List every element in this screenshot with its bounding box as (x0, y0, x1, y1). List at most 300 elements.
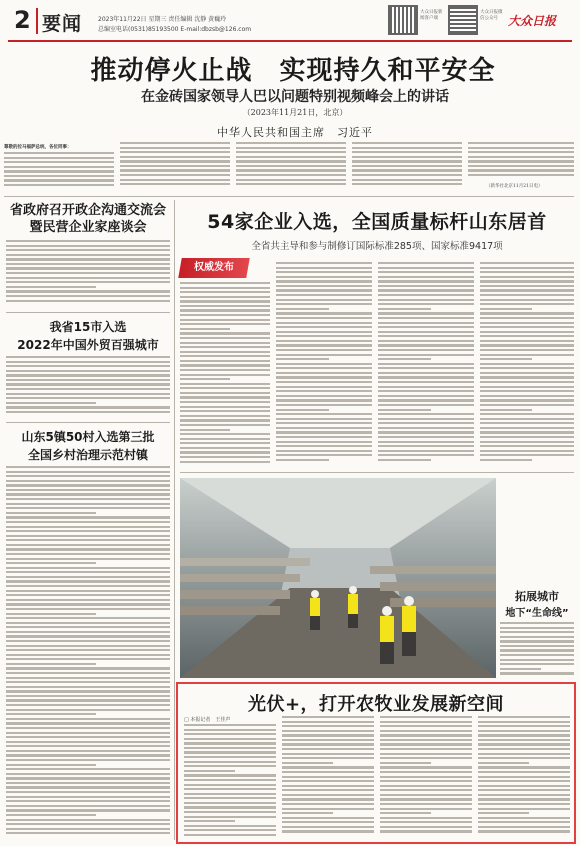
text-line (276, 289, 372, 291)
text-line (282, 808, 374, 810)
text-line (6, 361, 170, 363)
text-line (378, 262, 474, 264)
text-line (480, 331, 574, 333)
text-line (180, 309, 270, 311)
text-line (352, 160, 462, 162)
text-line (6, 286, 96, 288)
text-line (236, 160, 346, 162)
text-line (276, 276, 372, 278)
text-line (276, 299, 372, 301)
text-line (378, 312, 474, 314)
left-headline-3b: 全国乡村治理示范村镇 (27, 448, 148, 462)
text-line (276, 363, 372, 365)
text-line (480, 317, 574, 319)
text-line (378, 285, 474, 287)
text-line (276, 445, 372, 447)
text-line (468, 174, 574, 176)
text-line (480, 404, 574, 406)
text-line (380, 748, 472, 750)
article-body (378, 262, 474, 468)
text-line (378, 317, 474, 319)
text-line (276, 358, 329, 360)
text-line (282, 794, 374, 796)
text-line (500, 636, 574, 638)
text-line (378, 404, 474, 406)
text-line (478, 753, 570, 755)
text-line (478, 771, 570, 773)
text-line (6, 645, 170, 647)
text-line (236, 169, 346, 171)
article-body (180, 282, 270, 468)
text-line (276, 386, 372, 388)
text-line (6, 411, 170, 413)
left-headline-2b: 2022年中国外贸百强城市 (17, 338, 159, 352)
divider-vertical (36, 8, 38, 34)
text-line (378, 386, 474, 388)
text-line (380, 817, 472, 819)
text-line (380, 762, 431, 764)
text-line (184, 834, 276, 836)
text-line (6, 727, 170, 729)
text-line (6, 558, 170, 560)
phone-line: 总编室电话(0531)85193500 E-mail:dbzsb@126.com (98, 26, 252, 33)
text-line (378, 340, 474, 342)
text-line (478, 734, 570, 736)
text-line (180, 351, 270, 353)
text-line (6, 635, 170, 637)
text-line (480, 390, 574, 392)
text-line (478, 812, 529, 814)
qr-code-icon (388, 5, 418, 35)
text-line (480, 358, 532, 360)
text-line (480, 280, 574, 282)
column-divider (174, 200, 175, 840)
text-line (468, 142, 574, 144)
text-line (6, 393, 170, 395)
text-line (276, 454, 372, 456)
lead-byline: 中华人民共和国主席 习近平 (217, 126, 373, 139)
text-line (500, 654, 574, 656)
text-line (378, 431, 474, 433)
text-line (6, 521, 170, 523)
text-line (6, 402, 96, 404)
text-line (282, 830, 374, 832)
text-line (500, 627, 574, 629)
text-line (6, 466, 170, 468)
text-line (380, 785, 472, 787)
text-line (180, 346, 270, 348)
text-line (480, 436, 574, 438)
text-line (380, 753, 472, 755)
text-line (6, 576, 170, 578)
text-line (276, 431, 372, 433)
text-line (6, 718, 170, 720)
text-line (478, 762, 529, 764)
text-line (6, 370, 170, 372)
lead-headline: 推动停火止战 实现持久和平安全 (90, 56, 496, 86)
text-line (184, 806, 276, 808)
text-line (478, 826, 570, 828)
lead-body-text (120, 142, 230, 192)
text-line (6, 489, 170, 491)
text-line (352, 151, 462, 153)
text-line (276, 418, 372, 420)
text-line (380, 734, 472, 736)
text-line (276, 312, 372, 314)
text-line (6, 667, 170, 669)
text-line (276, 409, 329, 411)
text-line (184, 825, 276, 827)
text-line (184, 756, 276, 758)
text-line (6, 686, 170, 688)
text-line (478, 780, 570, 782)
text-line (478, 766, 570, 768)
text-line (478, 721, 570, 723)
text-line (276, 436, 372, 438)
article-body (380, 716, 472, 840)
text-line (276, 331, 372, 333)
text-line (276, 395, 372, 397)
text-line (120, 169, 230, 171)
text-line (6, 512, 96, 514)
text-line (6, 832, 170, 834)
text-line (380, 730, 472, 732)
text-line (6, 649, 170, 651)
text-line (276, 344, 372, 346)
divider (6, 312, 170, 313)
text-line (180, 419, 270, 421)
text-line (500, 622, 574, 624)
text-line (6, 613, 96, 615)
text-line (180, 392, 270, 394)
text-line (378, 413, 474, 415)
text-line (478, 803, 570, 805)
text-line (6, 365, 170, 367)
text-line (180, 442, 270, 444)
text-line (184, 788, 276, 790)
article-body (478, 716, 570, 840)
text-line (6, 814, 96, 816)
divider (6, 422, 170, 423)
photo-caption-title-1: 拓展城市 (515, 590, 559, 603)
text-line (184, 774, 276, 776)
tunnel-photo (180, 478, 496, 678)
text-line (236, 165, 346, 167)
text-line (180, 374, 270, 376)
text-line (6, 480, 170, 482)
text-line (6, 281, 170, 283)
text-line (180, 296, 270, 298)
photo-caption-body (500, 622, 574, 678)
left-headline-1: 省政府召开政企沟通交流会暨民营企业家座谈会 (9, 203, 166, 235)
text-line (180, 438, 270, 440)
text-line (6, 681, 170, 683)
text-line (378, 303, 474, 305)
text-line (180, 323, 270, 325)
text-line (6, 374, 170, 376)
text-line (6, 608, 170, 610)
text-line (378, 422, 474, 424)
text-line (184, 820, 235, 822)
text-line (180, 355, 270, 357)
text-line (120, 183, 230, 185)
text-line (480, 340, 574, 342)
qr-code-icon (448, 5, 478, 35)
text-line (6, 764, 96, 766)
text-line (380, 739, 472, 741)
text-line (6, 594, 170, 596)
text-line (500, 672, 574, 674)
text-line (6, 295, 170, 297)
text-line (180, 314, 270, 316)
text-line (6, 690, 170, 692)
text-line (4, 161, 114, 163)
text-line (480, 289, 574, 291)
text-line (180, 383, 270, 385)
feature-headline: 光伏+，打开农牧业发展新空间 (247, 694, 505, 715)
text-line (478, 785, 570, 787)
text-line (120, 151, 230, 153)
text-line (6, 493, 170, 495)
text-line (6, 249, 170, 251)
text-line (180, 451, 270, 453)
text-line (380, 794, 472, 796)
text-line (6, 300, 170, 302)
text-line (380, 757, 472, 759)
text-line (184, 829, 276, 831)
text-line (480, 399, 574, 401)
text-line (180, 364, 270, 366)
text-line (184, 738, 276, 740)
text-line (352, 183, 462, 185)
text-line (480, 431, 574, 433)
text-line (276, 413, 372, 415)
text-line (378, 376, 474, 378)
text-line (6, 736, 170, 738)
text-line (282, 785, 374, 787)
text-line (6, 290, 170, 292)
text-line (282, 716, 374, 718)
text-line (480, 349, 574, 351)
lead-body-text (4, 152, 114, 192)
text-line (380, 766, 472, 768)
text-line (180, 456, 270, 458)
text-line (6, 828, 170, 830)
text-line (120, 165, 230, 167)
text-line (276, 294, 372, 296)
text-line (276, 441, 372, 443)
left-headline-2a: 我省15市入选 (49, 320, 127, 334)
text-line (380, 771, 472, 773)
text-line (378, 418, 474, 420)
text-line (276, 427, 372, 429)
text-line (378, 271, 474, 273)
text-line (468, 160, 574, 162)
text-line (478, 798, 570, 800)
text-line (480, 294, 574, 296)
text-line (480, 372, 574, 374)
text-line (380, 725, 472, 727)
feature-byline: □ 本报记者 王佳声 (184, 717, 231, 723)
text-line (6, 754, 170, 756)
text-line (480, 285, 574, 287)
text-line (184, 742, 276, 744)
text-line (378, 344, 474, 346)
lead-dateline-note: （新华社北京11月21日电） (486, 184, 543, 189)
text-line (180, 410, 270, 412)
text-line (478, 817, 570, 819)
text-line (380, 798, 472, 800)
text-line (276, 390, 372, 392)
text-line (180, 282, 270, 284)
text-line (6, 277, 170, 279)
text-line (6, 475, 170, 477)
text-line (6, 388, 170, 390)
text-line (480, 386, 574, 388)
text-line (6, 819, 170, 821)
text-line (282, 721, 374, 723)
text-line (480, 409, 532, 411)
text-line (480, 312, 574, 314)
text-line (480, 322, 574, 324)
text-line (236, 147, 346, 149)
text-line (378, 395, 474, 397)
text-line (120, 179, 230, 181)
text-line (480, 441, 574, 443)
text-line (6, 245, 170, 247)
text-line (184, 761, 276, 763)
text-line (480, 427, 574, 429)
tunnel-scene (180, 478, 496, 678)
text-line (468, 147, 574, 149)
text-line (4, 179, 114, 181)
text-line (6, 782, 170, 784)
text-line (6, 567, 170, 569)
text-line (4, 152, 114, 154)
photo-caption-title-2: 地下“生命线” (505, 608, 569, 619)
text-line (6, 585, 170, 587)
text-line (184, 747, 276, 749)
text-line (276, 285, 372, 287)
text-line (468, 169, 574, 171)
text-line (480, 335, 574, 337)
article-body (480, 262, 574, 468)
text-line (478, 743, 570, 745)
text-line (6, 535, 170, 537)
lead-small-head: 尊敬的拉马福萨总统，各位同事： (4, 145, 72, 150)
text-line (480, 422, 574, 424)
text-line (120, 147, 230, 149)
text-line (180, 300, 270, 302)
text-line (480, 418, 574, 420)
header-rule (8, 40, 572, 42)
text-line (380, 721, 472, 723)
lead-body-text (352, 142, 462, 192)
text-line (378, 299, 474, 301)
text-line (478, 716, 570, 718)
text-line (380, 776, 472, 778)
text-line (480, 354, 574, 356)
text-line (276, 335, 372, 337)
text-line (184, 811, 276, 813)
text-line (468, 165, 574, 167)
text-line (6, 745, 170, 747)
masthead-logo: 大众日报 (508, 14, 557, 28)
mid-subtitle: 全省共主导和参与制修订国际标准285项、国家标准9417项 (251, 241, 503, 252)
text-line (6, 709, 170, 711)
text-line (282, 734, 374, 736)
left-headline-3a: 山东5镇50村入选第三批 (21, 430, 155, 444)
qr-label-wechat: 大众日报微信公众号 (480, 10, 503, 21)
text-line (282, 821, 374, 823)
text-line (6, 526, 170, 528)
text-line (6, 471, 170, 473)
text-line (180, 401, 270, 403)
text-line (6, 553, 170, 555)
text-line (6, 796, 170, 798)
text-line (180, 360, 270, 362)
text-line (480, 459, 532, 461)
text-line (276, 262, 372, 264)
text-line (180, 332, 270, 334)
text-line (6, 791, 170, 793)
text-line (184, 816, 276, 818)
text-line (180, 287, 270, 289)
divider (4, 196, 574, 197)
text-line (6, 699, 170, 701)
text-line (180, 415, 270, 417)
text-line (6, 580, 170, 582)
text-line (236, 179, 346, 181)
text-line (4, 170, 114, 172)
text-line (6, 658, 170, 660)
article-body (6, 356, 170, 418)
text-line (184, 770, 235, 772)
authority-release-tag (178, 258, 250, 278)
text-line (6, 823, 170, 825)
text-line (276, 303, 372, 305)
text-line (6, 809, 170, 811)
text-line (6, 548, 170, 550)
text-line (276, 340, 372, 342)
text-line (276, 450, 372, 452)
text-line (180, 447, 270, 449)
text-line (478, 730, 570, 732)
text-line (378, 381, 474, 383)
text-line (282, 766, 374, 768)
text-line (480, 276, 574, 278)
text-line (180, 433, 270, 435)
text-line (6, 356, 170, 358)
text-line (378, 441, 474, 443)
text-line (180, 396, 270, 398)
text-line (180, 305, 270, 307)
text-line (282, 725, 374, 727)
text-line (184, 751, 276, 753)
text-line (478, 794, 570, 796)
text-line (352, 179, 462, 181)
text-line (378, 427, 474, 429)
text-line (184, 802, 276, 804)
text-line (6, 768, 170, 770)
text-line (276, 354, 372, 356)
text-line (380, 780, 472, 782)
text-line (480, 395, 574, 397)
text-line (282, 826, 374, 828)
text-line (180, 429, 230, 431)
text-line (282, 730, 374, 732)
text-line (378, 436, 474, 438)
